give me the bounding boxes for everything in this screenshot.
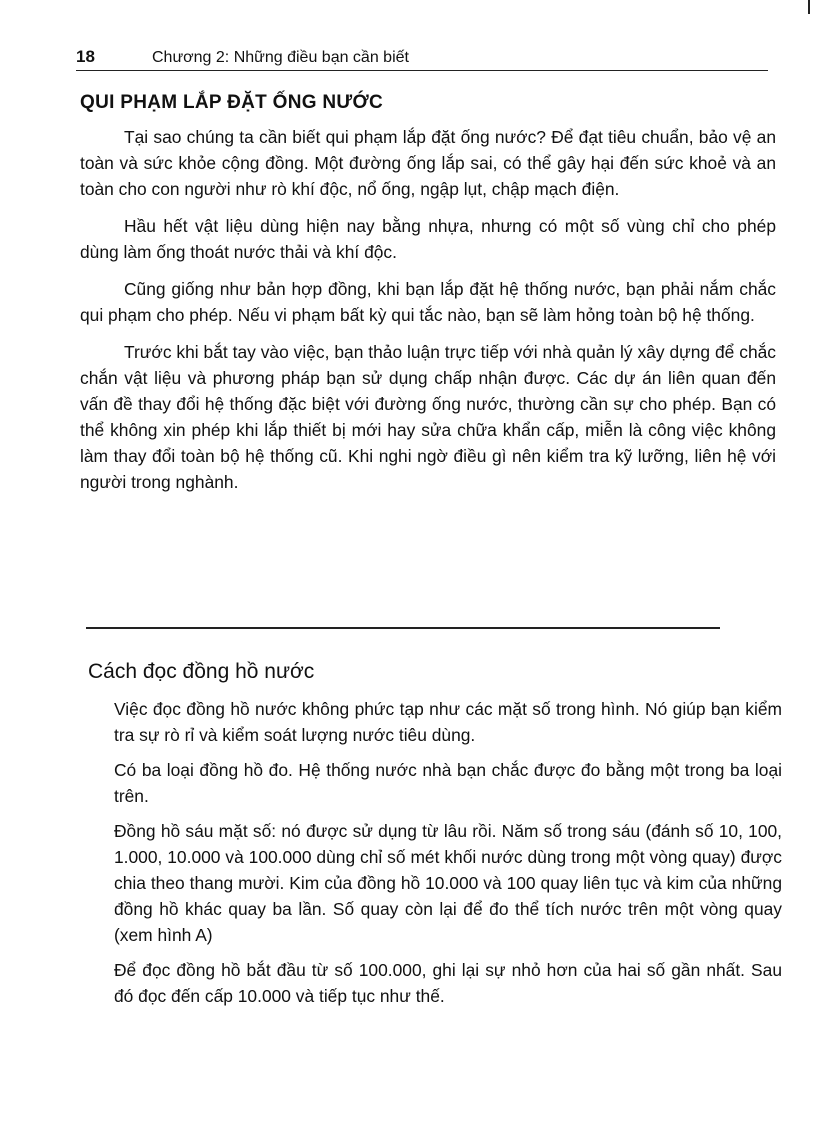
section-plumbing-code [80, 92, 776, 506]
page-number: 18 [76, 47, 95, 66]
section-title: QUI PHẠM LẮP ĐẶT ỐNG NƯỚC [80, 92, 384, 113]
paragraph: Tại sao chúng ta cần biết qui phạm lắp đặt ống nước? Để đạt tiêu chuẩn, bảo vệ an toàn và sức khỏe cộng đồng. Một đường ống lắp sai, có thể gây hại đến sức khoẻ và an toàn cho con người như rò khí độc, nổ ống, ngập lụt, chập mạch điện. [80, 127, 776, 199]
running-header [76, 44, 768, 71]
paragraph: Trước khi bắt tay vào việc, bạn thảo luận trực tiếp với nhà quản lý xây dựng để chắc chắn vật liệu và phương pháp bạn sử dụng chấp nhận được. Các dự án liên quan đến vấn đề thay đổi hệ thống đặc biệt với đường ống nước, thường cần sự cho phép. Bạn có thể không xin phép khi lắp thiết bị mới hay sửa chữa khẩn cấp, miễn là công việc không làm thay đổi toàn bộ hệ thống cũ. Khi nghi ngờ điều gì nên kiểm tra kỹ lưỡng, liên hệ với người trong nghành. [80, 342, 776, 492]
paragraph: Cũng giống như bản hợp đồng, khi bạn lắp đặt hệ thống nước, bạn phải nắm chắc qui phạm cho phép. Nếu vi phạm bất kỳ qui tắc nào, bạn sẽ làm hỏng toàn bộ hệ thống. [80, 279, 776, 325]
section-divider [86, 627, 720, 629]
scan-corner-mark [808, 0, 810, 14]
paragraph: Có ba loại đồng hồ đo. Hệ thống nước nhà bạn chắc được đo bằng một trong ba loại trên. [114, 760, 782, 806]
chapter-title: Chương 2: Những điều bạn cần biết [152, 49, 409, 66]
paragraph: Để đọc đồng hồ bắt đầu từ số 100.000, ghi lại sự nhỏ hơn của hai số gần nhất. Sau đó đọc đến cấp 10.000 và tiếp tục như thế. [114, 960, 782, 1006]
paragraph: Hầu hết vật liệu dùng hiện nay bằng nhựa, nhưng có một số vùng chỉ cho phép dùng làm ống thoát nước thải và khí độc. [80, 216, 776, 262]
paragraph: Việc đọc đồng hồ nước không phức tạp như các mặt số trong hình. Nó giúp bạn kiểm tra sự rò rỉ và kiểm soát lượng nước tiêu dùng. [114, 699, 782, 745]
section-title-water-meter: Cách đọc đồng hồ nước [88, 660, 315, 683]
section-water-meter [114, 696, 782, 1018]
paragraph: Đồng hồ sáu mặt số: nó được sử dụng từ lâu rồi. Năm số trong sáu (đánh số 10, 100, 1.000, 10.000 và 100.000 dùng chỉ số mét khối nước dùng trong một vòng quay) được chia theo thang mười. Kim của đồng hồ 10.000 và 100 quay liên tục và kim của những đồng hồ khác quay ba lần. Số quay còn lại để đo thể tích nước trên một vòng quay (xem hình A) [114, 821, 782, 945]
